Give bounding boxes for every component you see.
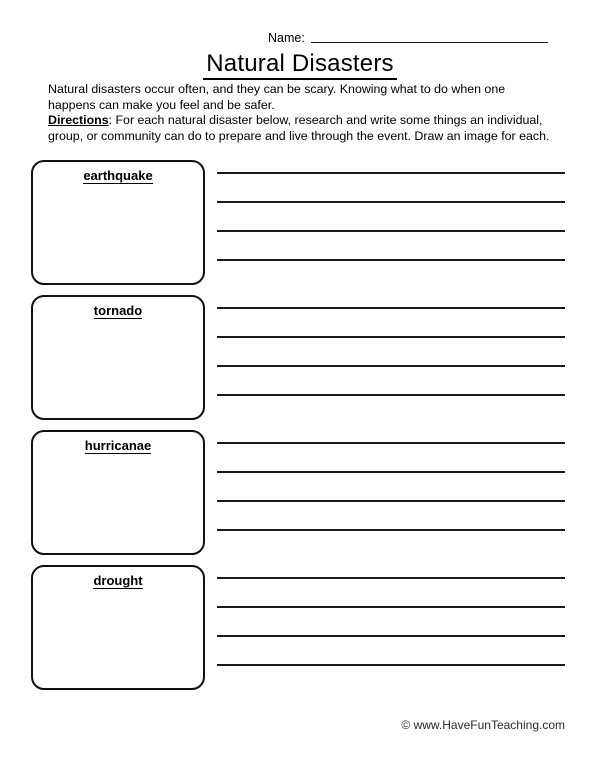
page-title-text: Natural Disasters bbox=[203, 50, 396, 80]
page-title bbox=[0, 50, 600, 80]
writing-line[interactable] bbox=[217, 664, 565, 666]
name-input-line[interactable] bbox=[311, 42, 548, 43]
disaster-rows bbox=[0, 160, 600, 700]
drawing-box-label: tornado bbox=[93, 303, 143, 318]
writing-line[interactable] bbox=[217, 230, 565, 232]
drawing-box-label: hurricanae bbox=[84, 438, 152, 453]
writing-line[interactable] bbox=[217, 307, 565, 309]
drawing-box-label: earthquake bbox=[83, 168, 153, 183]
writing-lines-drought bbox=[217, 565, 565, 690]
writing-line[interactable] bbox=[217, 201, 565, 203]
writing-line[interactable] bbox=[217, 529, 565, 531]
writing-lines-tornado bbox=[217, 295, 565, 420]
writing-line[interactable] bbox=[217, 500, 565, 502]
drawing-box-label: drought bbox=[93, 573, 143, 588]
directions-paragraph bbox=[48, 113, 556, 144]
directions-text: : For each natural disaster below, research and write some things an individual, group, or community can do to prepare and live through the event. Draw an image for each. bbox=[48, 113, 550, 143]
writing-line[interactable] bbox=[217, 577, 565, 579]
disaster-row-drought bbox=[0, 565, 600, 690]
writing-line[interactable] bbox=[217, 606, 565, 608]
writing-lines-hurricanae bbox=[217, 430, 565, 555]
disaster-row-tornado bbox=[0, 295, 600, 420]
writing-line[interactable] bbox=[217, 442, 565, 444]
drawing-box-hurricanae[interactable] bbox=[31, 430, 205, 555]
footer-credit: © www.HaveFunTeaching.com bbox=[401, 718, 565, 732]
drawing-box-earthquake[interactable] bbox=[31, 160, 205, 285]
intro-paragraph: Natural disasters occur often, and they can be scary. Knowing what to do when one happens can make you feel and be safer. bbox=[48, 82, 506, 112]
intro-section bbox=[48, 82, 556, 144]
writing-lines-earthquake bbox=[217, 160, 565, 285]
writing-line[interactable] bbox=[217, 259, 565, 261]
drawing-box-tornado[interactable] bbox=[31, 295, 205, 420]
writing-line[interactable] bbox=[217, 336, 565, 338]
writing-line[interactable] bbox=[217, 471, 565, 473]
name-label: Name: bbox=[268, 31, 305, 45]
drawing-box-drought[interactable] bbox=[31, 565, 205, 690]
name-field bbox=[268, 31, 548, 45]
writing-line[interactable] bbox=[217, 172, 565, 174]
writing-line[interactable] bbox=[217, 394, 565, 396]
disaster-row-hurricanae bbox=[0, 430, 600, 555]
writing-line[interactable] bbox=[217, 635, 565, 637]
directions-label: Directions bbox=[48, 113, 109, 128]
disaster-row-earthquake bbox=[0, 160, 600, 285]
writing-line[interactable] bbox=[217, 365, 565, 367]
